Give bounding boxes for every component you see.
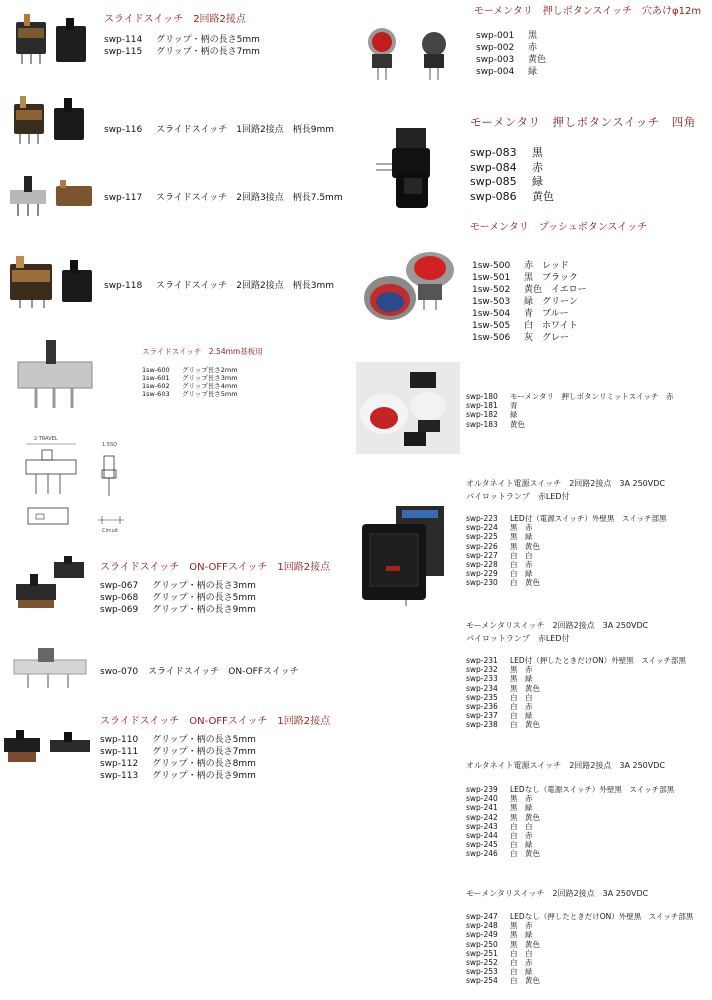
block7-item: swo-070 スライドスイッチ ON-OFFスイッチ [100, 667, 299, 677]
list-item: swp-225 黒 緑 [466, 532, 533, 542]
list-item: swp-083 黒 [470, 146, 543, 159]
list-item: swp-243 白 白 [466, 821, 533, 831]
list-item: swp-237 白 緑 [466, 711, 533, 721]
list-item: swp-253 白 緑 [466, 967, 533, 977]
r1-list [476, 30, 546, 78]
list-item: swp-181 青 [466, 401, 518, 411]
list-item: swp-112 グリップ・柄の長さ8mm [100, 759, 256, 769]
r7-title: オルタネイト電源スイッチ 2回路2接点 3A 250VDC [466, 761, 665, 770]
list-item: swp-069 グリップ・柄の長さ9mm [100, 605, 256, 615]
list-item: swp-248 黒 赤 [466, 921, 533, 931]
list-item: swp-113 グリップ・柄の長さ9mm [100, 771, 256, 781]
list-item: swp-242 黒 黄色 [466, 812, 540, 822]
r6-title: モーメンタリスイッチ 2回路2接点 3A 250VDC [466, 621, 649, 630]
list-item: swp-067 グリップ・柄の長さ3mm [100, 581, 256, 591]
round-push-button-photo [360, 18, 460, 84]
list-item: swp-068 グリップ・柄の長さ5mm [100, 593, 256, 603]
list-item: swp-245 白 緑 [466, 840, 533, 850]
list-item: swp-232 黒 赤 [466, 665, 533, 675]
block4-item: swp-118 スライドスイッチ 2回路2接点 柄長3mm [104, 281, 334, 291]
r5-title: オルタネイト電源スイッチ 2回路2接点 3A 250VDC [466, 479, 665, 488]
r8-block [466, 888, 693, 986]
list-item: swp-231 LED付（押したときだけON）外壁黒 スイッチ部黒 [466, 656, 686, 665]
drawing-dim-label: 1.5SQ [102, 442, 118, 448]
list-item: swp-249 黒 緑 [466, 930, 533, 940]
list-item: swp-110 グリップ・柄の長さ5mm [100, 735, 256, 745]
r1-title: モーメンタリ 押しボタンスイッチ 穴あけφ12m [474, 6, 702, 17]
slide-switch-photo-1 [12, 8, 92, 70]
list-item: swp-226 黒 黄色 [466, 541, 540, 551]
list-item: 1sw-504 青 ブルー [472, 309, 569, 319]
list-item: swp-180 モーメンタリ 押しボタンリミットスイッチ 赤 [466, 392, 674, 401]
list-item: swp-004 緑 [476, 67, 538, 77]
list-item: 1sw-600 グリップ長さ2mm [142, 366, 238, 374]
pcb-slide-switch-photo [10, 336, 110, 412]
list-item: swp-247 LEDなし（押したときだけON）外壁黒 スイッチ部黒 [466, 912, 694, 921]
list-item: swp-227 白 白 [466, 550, 533, 560]
list-item: swp-086 黄色 [470, 189, 554, 203]
list-item: swp-233 黒 緑 [466, 674, 533, 684]
list-item: 1sw-602 グリップ長さ4mm [142, 382, 238, 390]
list-item: 1sw-503 緑 グリーン [472, 297, 578, 307]
list-item: swp-240 黒 赤 [466, 794, 533, 804]
list-item: swp-236 白 赤 [466, 702, 533, 712]
list-item: 1sw-603 グリップ長さ5mm [142, 390, 238, 398]
block5-list [142, 366, 238, 398]
r2-title: モーメンタリ 押しボタンスイッチ 四角 [470, 115, 696, 129]
r2-list [470, 146, 554, 204]
list-item: 1sw-500 赤 レッド [472, 261, 569, 271]
r3-list [472, 260, 587, 344]
list-item: swp-182 緑 [466, 410, 518, 420]
dimension-drawing [6, 436, 146, 540]
list-item: swp-254 白 黄色 [466, 976, 540, 986]
list-item: swp-239 LEDなし（電源スイッチ）外壁黒 スイッチ部黒 [466, 785, 675, 794]
block3-item: swp-117 スライドスイッチ 2回路3接点 柄長7.5mm [104, 193, 343, 203]
list-item: swp-251 白 白 [466, 948, 533, 958]
led-power-switch-photo [356, 500, 460, 608]
list-item: swp-002 赤 [476, 43, 538, 53]
list-item: 1sw-501 黒 ブラック [472, 273, 578, 283]
block6-title: スライドスイッチ ON-OFFスイッチ 1回路2接点 [100, 562, 331, 573]
list-item: swp-252 白 赤 [466, 958, 533, 968]
list-item: swp-115 グリップ・柄の長さ7mm [104, 47, 260, 57]
list-item: 1sw-502 黄色 イエロー [472, 285, 587, 295]
r6-block [466, 620, 686, 730]
on-off-switch-photo-2 [8, 642, 92, 694]
block8-title: スライドスイッチ ON-OFFスイッチ 1回路2接点 [100, 716, 331, 727]
block8-list [100, 734, 256, 782]
slide-switch-photo-4 [6, 250, 96, 312]
list-item: swp-001 黒 [476, 31, 538, 41]
list-item: swp-241 黒 緑 [466, 803, 533, 813]
list-item: swp-228 白 赤 [466, 560, 533, 570]
limit-switch-photo [356, 362, 460, 454]
list-item: swp-246 白 黄色 [466, 849, 540, 859]
r7-block [466, 760, 674, 859]
slide-switch-photo-3 [6, 168, 96, 224]
push-button-photo [360, 240, 460, 336]
drawing-circuit-label: Circuit [102, 528, 119, 534]
list-item: swp-250 黒 黄色 [466, 939, 540, 949]
list-item: swp-234 黒 黄色 [466, 683, 540, 693]
r3-title: モーメンタリ プッシュボタンスイッチ [470, 222, 648, 233]
drawing-travel-label: 2 TRAVEL [34, 436, 58, 442]
list-item: swp-235 白 白 [466, 692, 533, 702]
list-item: 1sw-506 灰 グレー [472, 333, 570, 343]
r6-subtitle: パイロットランプ 赤LED付 [466, 634, 570, 643]
list-item: 1sw-601 グリップ長さ3mm [142, 374, 238, 382]
slide-switch-photo-2 [10, 88, 90, 150]
list-item: swp-224 黒 赤 [466, 523, 533, 533]
r4-list [466, 392, 674, 429]
list-item: swp-223 LED付（電源スイッチ）外壁黒 スイッチ部黒 [466, 514, 667, 523]
r5-subtitle: パイロットランプ 赤LED付 [466, 492, 570, 501]
list-item: swp-111 グリップ・柄の長さ7mm [100, 747, 256, 757]
list-item: swp-114 グリップ・柄の長さ5mm [104, 35, 260, 45]
r8-title: モーメンタリスイッチ 2回路2接点 3A 250VDC [466, 889, 649, 898]
list-item: 1sw-505 白 ホワイト [472, 321, 578, 331]
list-item: swp-229 白 緑 [466, 569, 533, 579]
on-off-switch-photo-3 [2, 724, 92, 774]
block1-title: スライドスイッチ 2回路2接点 [104, 14, 246, 25]
block1-list [104, 34, 260, 58]
list-item: swp-085 緑 [470, 175, 543, 188]
r5-block [466, 478, 667, 588]
list-item: swp-244 白 赤 [466, 831, 533, 841]
block5-title: スライドスイッチ 2.54mm基板用 [142, 347, 263, 356]
list-item: swp-003 黄色 [476, 55, 547, 65]
list-item: swp-183 黄色 [466, 419, 525, 429]
on-off-switch-photo-1 [10, 556, 90, 626]
list-item: swp-084 赤 [470, 160, 543, 174]
square-push-button-photo [366, 124, 458, 214]
list-item: swp-238 白 黄色 [466, 720, 540, 730]
block2-item: swp-116 スライドスイッチ 1回路2接点 柄長9mm [104, 125, 334, 135]
list-item: swp-230 白 黄色 [466, 578, 540, 588]
block6-list [100, 580, 256, 616]
